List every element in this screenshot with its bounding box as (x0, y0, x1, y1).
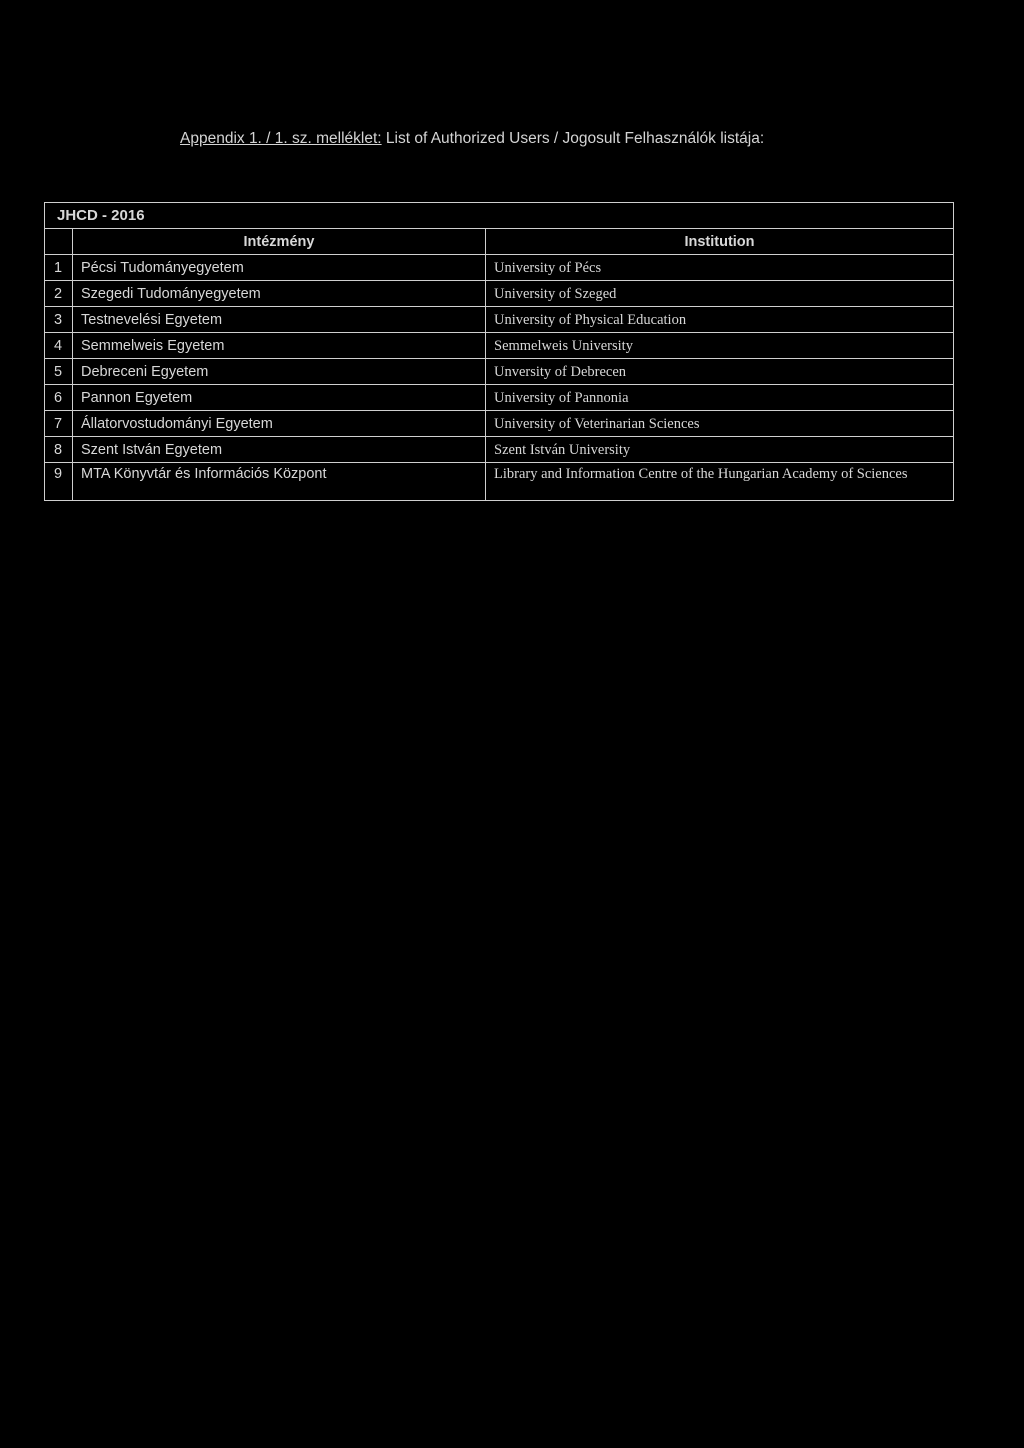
row-english-name: Library and Information Centre of the Hungarian Academy of Sciences (486, 463, 954, 501)
row-hungarian-name: Szegedi Tudományegyetem (73, 281, 486, 307)
heading-title: List of Authorized Users / Jogosult Felhasználók listája: (381, 130, 765, 147)
row-hungarian-name: Semmelweis Egyetem (73, 333, 486, 359)
row-hungarian-name: Szent István Egyetem (73, 437, 486, 463)
table-row (45, 281, 954, 307)
row-hungarian-name: MTA Könyvtár és Információs Központ (73, 463, 486, 501)
row-english-name: University of Pannonia (486, 385, 954, 411)
row-number: 5 (45, 359, 73, 385)
authorized-users-table (44, 202, 954, 501)
column-header-intezmeny: Intézmény (73, 229, 486, 255)
row-hungarian-name: Testnevelési Egyetem (73, 307, 486, 333)
row-english-name: University of Physical Education (486, 307, 954, 333)
row-english-name: University of Veterinarian Sciences (486, 411, 954, 437)
row-english-name: University of Pécs (486, 255, 954, 281)
table-row (45, 255, 954, 281)
row-number: 4 (45, 333, 73, 359)
heading-appendix-label: Appendix 1. / 1. sz. melléklet: (180, 130, 382, 147)
row-english-name: Unversity of Debrecen (486, 359, 954, 385)
page-heading (180, 130, 764, 148)
table-row (45, 411, 954, 437)
row-hungarian-name: Pannon Egyetem (73, 385, 486, 411)
table-row (45, 437, 954, 463)
row-english-name: Szent István University (486, 437, 954, 463)
row-hungarian-name: Pécsi Tudományegyetem (73, 255, 486, 281)
row-number: 2 (45, 281, 73, 307)
table-row (45, 359, 954, 385)
row-number: 9 (45, 463, 73, 501)
row-hungarian-name: Állatorvostudományi Egyetem (73, 411, 486, 437)
table-row (45, 307, 954, 333)
row-english-name: University of Szeged (486, 281, 954, 307)
row-number: 7 (45, 411, 73, 437)
table-header-row (45, 229, 954, 255)
column-header-number (45, 229, 73, 255)
row-hungarian-name: Debreceni Egyetem (73, 359, 486, 385)
table-row (45, 333, 954, 359)
row-number: 1 (45, 255, 73, 281)
row-number: 8 (45, 437, 73, 463)
table-row (45, 385, 954, 411)
row-number: 6 (45, 385, 73, 411)
table-title: JHCD - 2016 (45, 203, 954, 229)
row-english-name: Semmelweis University (486, 333, 954, 359)
table-row (45, 463, 954, 501)
table-title-row (45, 203, 954, 229)
row-number: 3 (45, 307, 73, 333)
column-header-institution: Institution (486, 229, 954, 255)
